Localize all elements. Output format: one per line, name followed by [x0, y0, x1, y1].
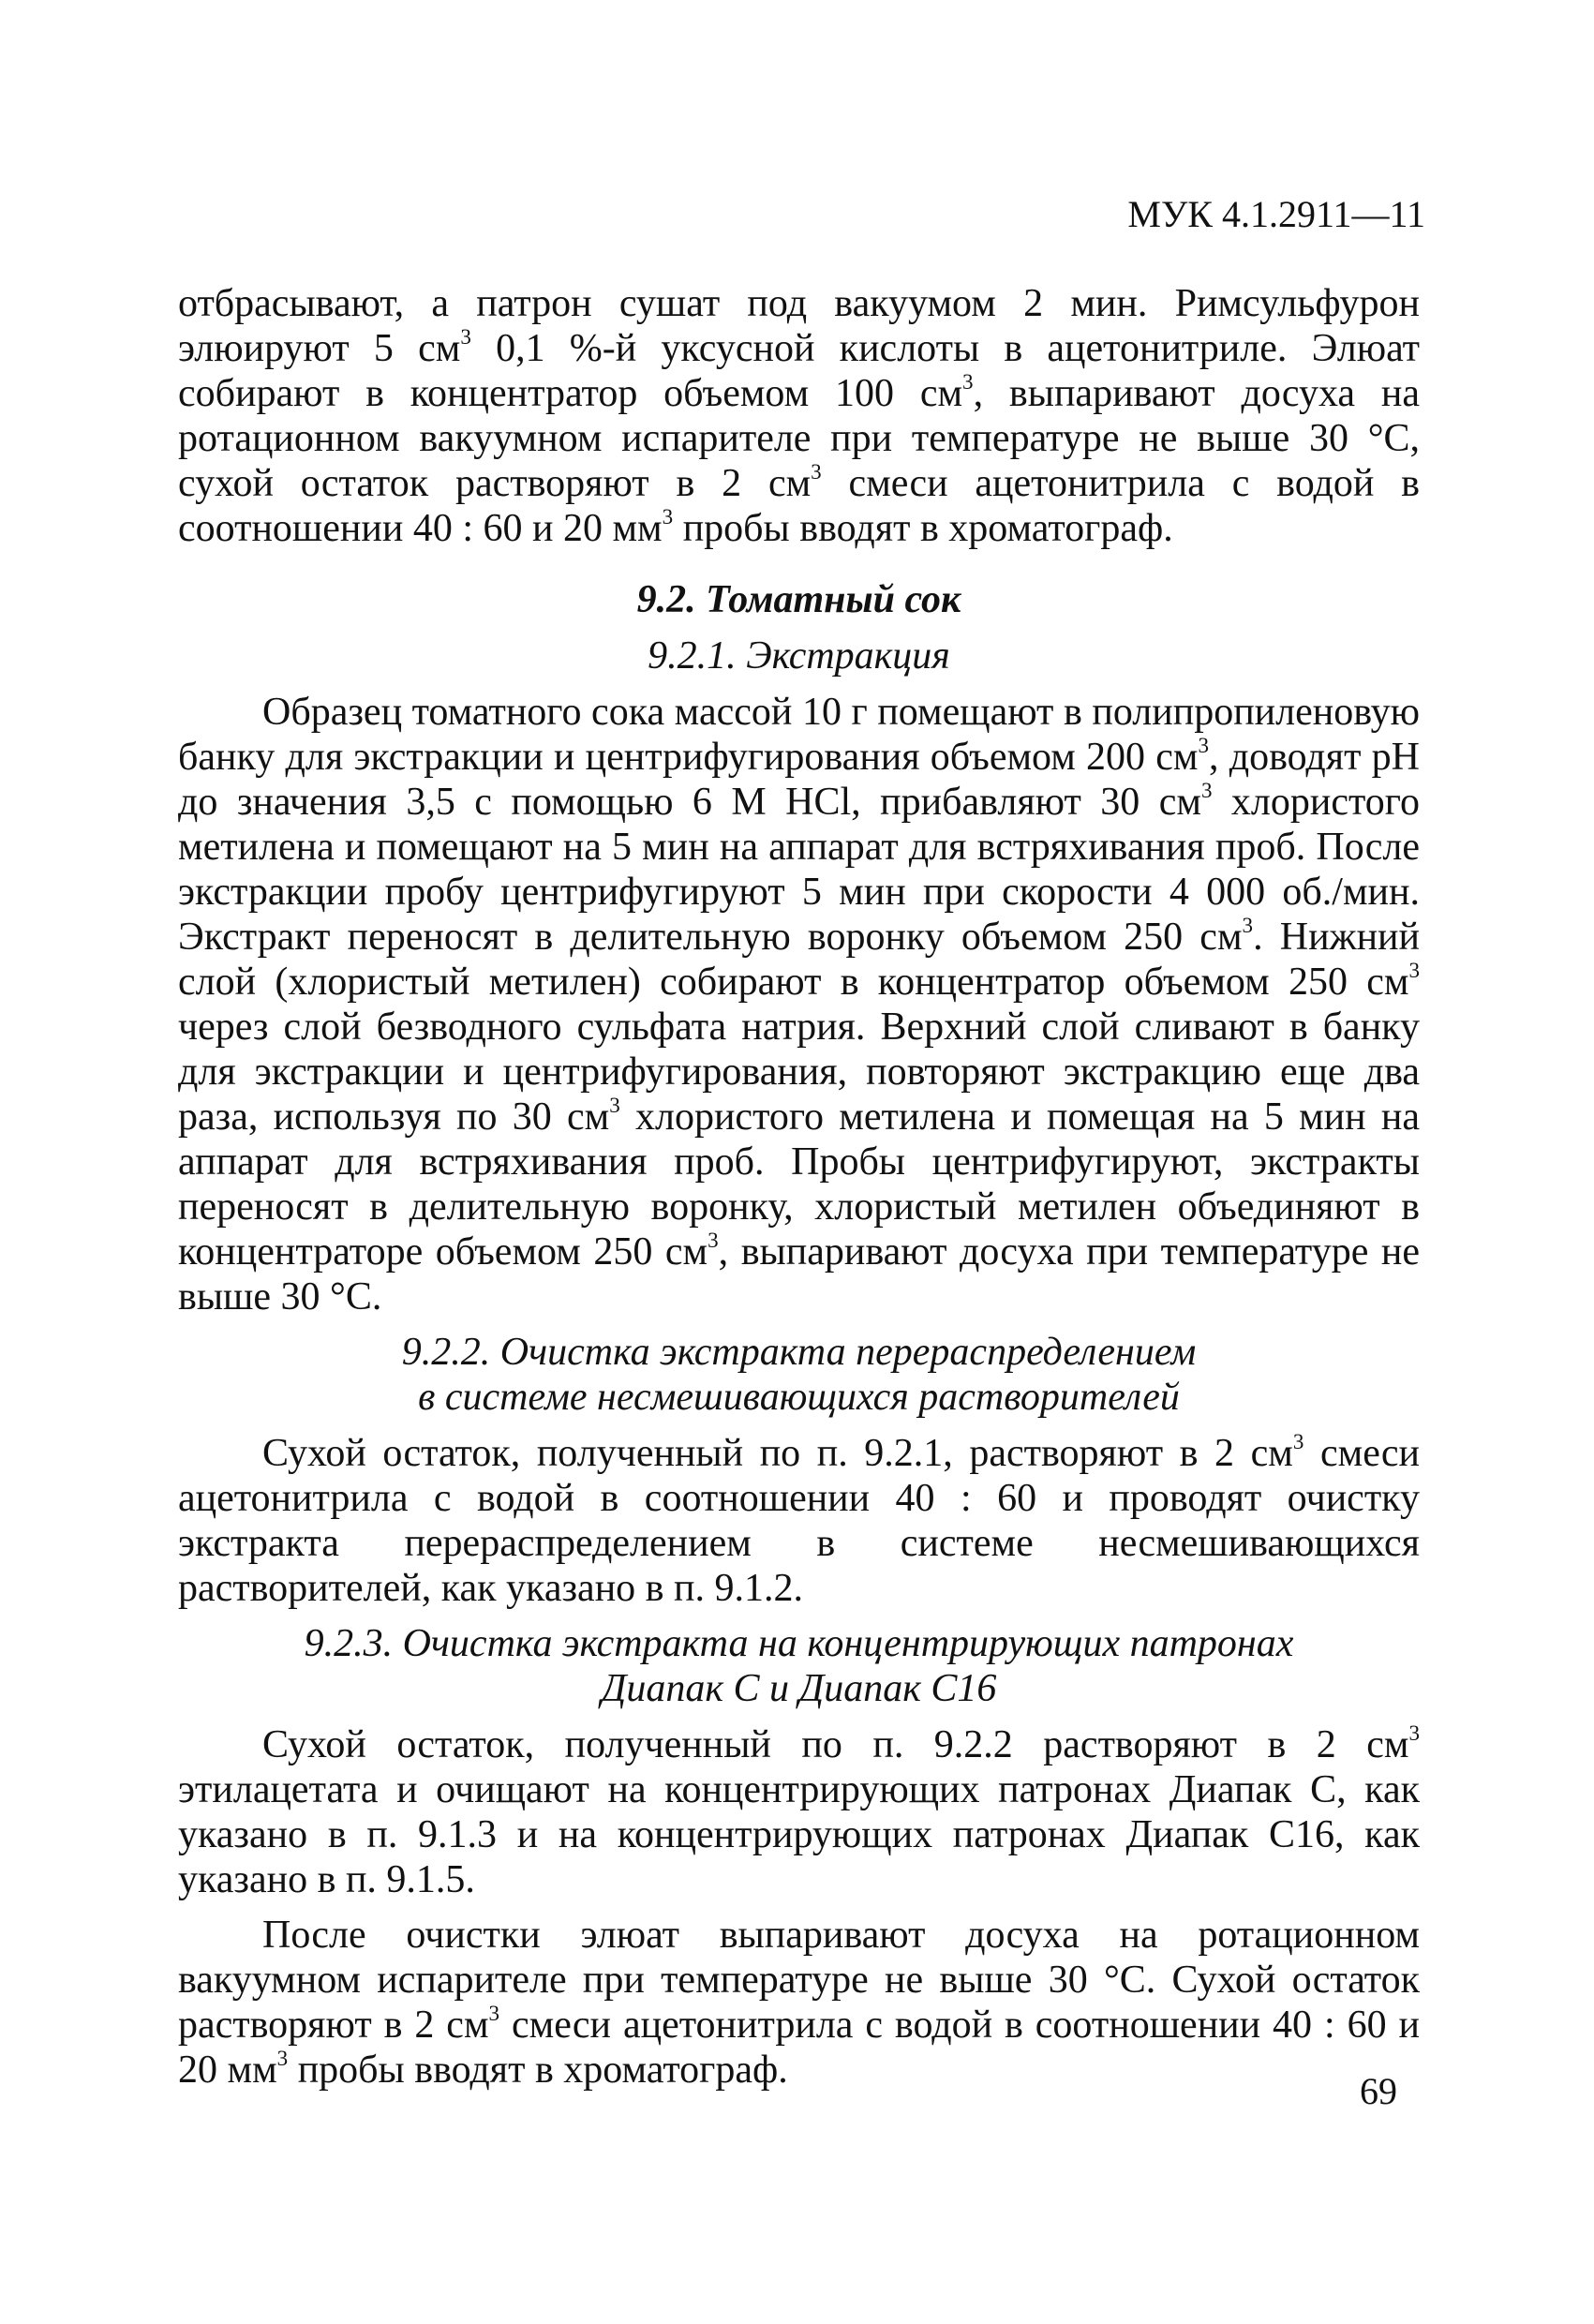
paragraph-cartridge-cleanup: Сухой остаток, полученный по п. 9.2.2 растворяют в 2 $см^3$ этилацетата и очищают на концентрирующих патронах Диапак С, как указано в п. 9.1.3 и на концентрирующих патронах Диапак С16, как указано в п. 9.1.5. [178, 1720, 1420, 1901]
document-code-header: МУК 4.1.2911—11 [1127, 193, 1425, 235]
paragraph-rimsulfuron-elution: отбрасывают, а патрон сушат под вакуумом 2 мин. Римсульфурон элюируют 5 $см^3$ 0,1 %-й уксусной кислоты в ацетонитриле. Элюат собирают в концентратор объемом 100 $см^3$, выпаривают досуха на ротационном вакуумном испарителе при температуре не выше 30 °С, сухой остаток растворяют в 2 $см^3$ смеси ацетонитрила с водой в соотношении 40 : 60 и 20 $мм^3$ пробы вводят в хроматограф. [178, 282, 1421, 550]
page-number: 69 [1360, 2070, 1397, 2112]
section-heading-9-2: 9.2. Томатный сок [636, 578, 961, 621]
section-heading-9-2-2: 9.2.2. Очистка экстракта перераспределением в системе несмешивающихся растворителей [401, 1331, 1197, 1419]
paragraph-final-evaporation: После очистки элюат выпаривают досуха на ротационном вакуумном испарителе при температуре не выше 30 °С. Сухой остаток растворяют в 2 $см^3$ смеси ацетонитрила с водой в соотношении 40 : 60 и 20 $мм^3$ пробы вводят в хроматограф. [178, 1914, 1420, 2092]
paragraph-extraction: Образец томатного сока массой 10 г помещают в полипропиленовую банку для экстракции и центрифугирования объемом 200 $см^3$, доводят рН до значения 3,5 с помощью 6 М HCl, прибавляют 30 $см^3$ хлористого метилена и помещают на 5 мин на аппарат для встряхивания проб. После экстракции пробу центрифугируют 5 мин при скорости 4 000 об./мин. Экстракт переносят в делительную воронку объемом 250 $см^3$. Нижний слой (хлористый метилен) собирают в концентратор объемом 250 $см^3$ через слой безводного сульфата натрия. Верхний слой сливают в банку для экстракции и центрифугирования, повторяют экстракцию еще два раза, используя по 30 $см^3$ хлористого метилена и помещая на 5 мин на аппарат для встряхивания проб. Пробы центрифугируют, экстракты переносят в делительную воронку, хлористый метилен объединяют в концентраторе объемом 250 $см^3$, выпаривают досуха при температуре не выше 30 °С. [178, 691, 1421, 1318]
section-heading-9-2-1: 9.2.1. Экстракция [648, 634, 950, 678]
document-body [178, 281, 1420, 2103]
paragraph-partition-cleanup: Сухой остаток, полученный по п. 9.2.1, растворяют в 2 $см^3$ смеси ацетонитрила с водой в соотношении 40 : 60 и проводят очистку экстракта перераспределением в системе несмешивающихся растворителей, как указано в п. 9.1.2. [178, 1428, 1420, 1610]
section-heading-9-2-3: 9.2.3. Очистка экстракта на концентрирующих патронах Диапак С и Диапак С16 [304, 1622, 1294, 1710]
